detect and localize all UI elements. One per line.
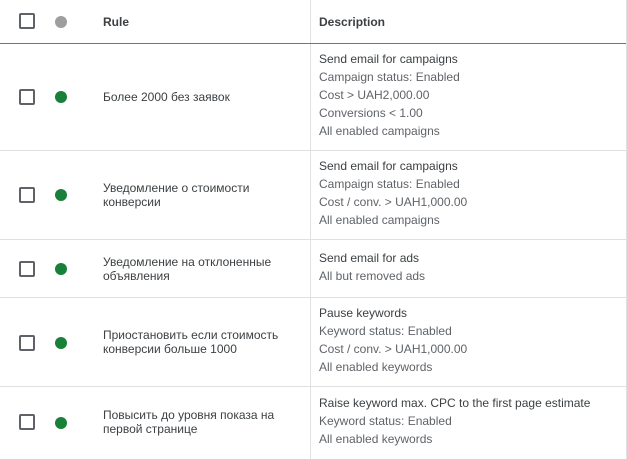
status-enabled-dot-icon bbox=[55, 263, 67, 275]
status-enabled-dot-icon bbox=[55, 91, 67, 103]
table-row[interactable] bbox=[0, 240, 626, 298]
description-column bbox=[310, 298, 626, 386]
table-row[interactable] bbox=[0, 298, 626, 387]
description-column bbox=[310, 0, 626, 43]
description-line: All but removed ads bbox=[319, 269, 426, 283]
row-checkbox[interactable] bbox=[19, 187, 35, 203]
description-line: All enabled campaigns bbox=[319, 124, 440, 138]
table-row[interactable] bbox=[0, 387, 626, 459]
row-checkbox[interactable] bbox=[19, 335, 35, 351]
table-header bbox=[0, 0, 626, 44]
rule-description bbox=[319, 304, 467, 376]
rule-name[interactable]: Приостановить если стоимость конверсии больше 1000 bbox=[103, 328, 279, 356]
description-column bbox=[310, 387, 626, 459]
description-line: Keyword status: Enabled bbox=[319, 414, 452, 428]
description-column-header[interactable]: Description bbox=[319, 15, 386, 29]
description-line: All enabled keywords bbox=[319, 360, 433, 374]
description-line: All enabled keywords bbox=[319, 432, 433, 446]
table-row[interactable] bbox=[0, 151, 626, 240]
status-enabled-dot-icon bbox=[55, 417, 67, 429]
description-line: Cost / conv. > UAH1,000.00 bbox=[319, 342, 468, 356]
description-line: Raise keyword max. CPC to the first page estimate bbox=[319, 396, 591, 410]
description-line: Send email for campaigns bbox=[319, 159, 458, 173]
description-line: All enabled campaigns bbox=[319, 213, 440, 227]
rule-description bbox=[319, 50, 460, 140]
rule-name[interactable]: Уведомление на отклоненные объявления bbox=[103, 255, 272, 283]
select-all-checkbox[interactable] bbox=[19, 13, 35, 29]
description-line: Pause keywords bbox=[319, 306, 408, 320]
description-column bbox=[310, 240, 626, 297]
description-column bbox=[310, 151, 626, 239]
status-enabled-dot-icon bbox=[55, 337, 67, 349]
table-row[interactable] bbox=[0, 44, 626, 151]
description-line: Cost / conv. > UAH1,000.00 bbox=[319, 195, 468, 209]
description-column bbox=[310, 44, 626, 150]
rule-name[interactable]: Более 2000 без заявок bbox=[103, 90, 230, 104]
status-enabled-dot-icon bbox=[55, 189, 67, 201]
rule-name[interactable]: Уведомление о стоимости конверсии bbox=[103, 181, 250, 209]
rule-name[interactable]: Повысить до уровня показа на первой странице bbox=[103, 408, 275, 436]
rule-description bbox=[319, 249, 425, 285]
description-line: Send email for campaigns bbox=[319, 52, 458, 66]
row-checkbox[interactable] bbox=[19, 414, 35, 430]
description-line: Send email for ads bbox=[319, 251, 420, 265]
description-line: Cost > UAH2,000.00 bbox=[319, 88, 430, 102]
rule-column-header[interactable]: Rule bbox=[103, 15, 130, 29]
row-checkbox[interactable] bbox=[19, 89, 35, 105]
description-line: Campaign status: Enabled bbox=[319, 177, 460, 191]
rule-description bbox=[319, 394, 590, 448]
description-line: Conversions < 1.00 bbox=[319, 106, 423, 120]
description-line: Keyword status: Enabled bbox=[319, 324, 452, 338]
status-column-dot-icon bbox=[55, 16, 67, 28]
rule-description bbox=[319, 157, 467, 229]
description-line: Campaign status: Enabled bbox=[319, 70, 460, 84]
row-checkbox[interactable] bbox=[19, 261, 35, 277]
